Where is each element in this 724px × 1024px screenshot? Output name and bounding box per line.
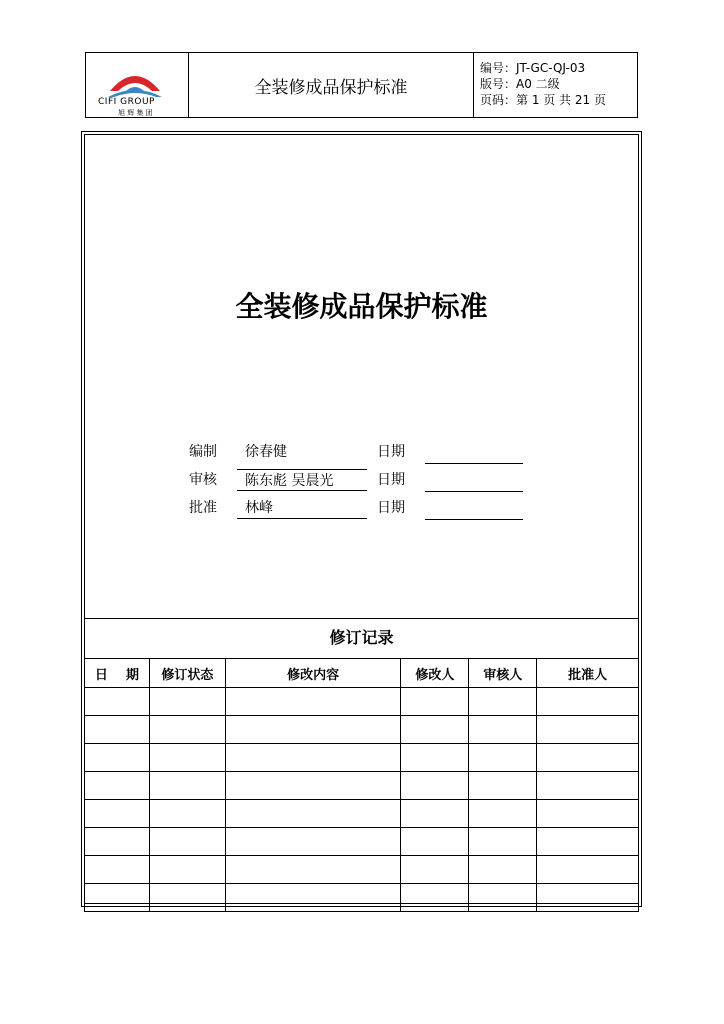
table-cell [149, 828, 225, 856]
table-cell [537, 828, 639, 856]
content-frame [84, 134, 639, 904]
col-reviewer: 审核人 [469, 659, 537, 688]
table-cell [225, 828, 401, 856]
table-cell [537, 856, 639, 884]
col-modifier: 修改人 [401, 659, 469, 688]
table-cell [225, 856, 401, 884]
table-cell [85, 772, 150, 800]
table-row [85, 856, 639, 884]
table-cell [85, 688, 150, 716]
signature-name: 徐春健 [245, 444, 287, 460]
header-info [474, 53, 637, 117]
table-cell [149, 884, 225, 912]
table-cell [401, 828, 469, 856]
signature-name: 林峰 [237, 497, 367, 519]
table-cell [401, 688, 469, 716]
date-field [425, 469, 523, 492]
doc-version: 版号：A0 二级 [480, 77, 560, 91]
signature-label: 批准 [189, 500, 217, 516]
table-cell [401, 884, 469, 912]
table-row [85, 688, 639, 716]
cover-title: 全装修成品保护标准 [235, 290, 488, 323]
table-cell [537, 884, 639, 912]
revision-table [84, 658, 639, 912]
logo-text-en: CIFI GROUP [98, 97, 155, 107]
table-row [85, 772, 639, 800]
table-row [85, 800, 639, 828]
table-cell [225, 884, 401, 912]
table-cell [537, 744, 639, 772]
table-cell [225, 688, 401, 716]
page-header [85, 52, 638, 118]
doc-number: 编号：JT-GC-QJ-03 [480, 61, 586, 75]
table-cell [149, 688, 225, 716]
table-cell [149, 716, 225, 744]
header-title: 全装修成品保护标准 [189, 53, 474, 117]
date-label: 日期 [377, 472, 405, 488]
table-cell [469, 716, 537, 744]
table-cell [469, 688, 537, 716]
table-cell [225, 772, 401, 800]
date-field [425, 441, 523, 464]
table-cell [401, 744, 469, 772]
table-row [85, 716, 639, 744]
cifi-logo-icon [106, 69, 164, 99]
date-label: 日期 [377, 500, 405, 516]
table-cell [401, 800, 469, 828]
date-field [425, 497, 523, 520]
table-cell [537, 716, 639, 744]
col-approver: 批准人 [537, 659, 639, 688]
table-cell [149, 772, 225, 800]
table-cell [85, 828, 150, 856]
table-cell [469, 772, 537, 800]
table-cell [469, 828, 537, 856]
table-cell [85, 884, 150, 912]
table-cell [149, 744, 225, 772]
signature-label: 审核 [189, 472, 217, 488]
table-cell [537, 800, 639, 828]
table-cell [225, 744, 401, 772]
date-label: 日期 [377, 444, 405, 460]
col-content: 修改内容 [225, 659, 401, 688]
table-cell [85, 744, 150, 772]
logo-cell [86, 53, 189, 117]
table-row [85, 744, 639, 772]
table-cell [149, 856, 225, 884]
logo-text-cn: 旭 辉 集 团 [118, 109, 153, 117]
table-cell [401, 772, 469, 800]
table-cell [537, 688, 639, 716]
table-cell [401, 856, 469, 884]
table-cell [149, 800, 225, 828]
page-number: 页码：第 1 页 共 21 页 [480, 93, 606, 107]
revision-title: 修订记录 [85, 618, 638, 659]
table-row [85, 884, 639, 912]
table-cell [469, 884, 537, 912]
table-cell [469, 800, 537, 828]
col-date: 日 期 [85, 659, 150, 688]
table-cell [469, 744, 537, 772]
table-cell [225, 716, 401, 744]
table-cell [537, 772, 639, 800]
table-cell [469, 856, 537, 884]
col-status: 修订状态 [149, 659, 225, 688]
signature-name: 陈东彪 吴晨光 [237, 469, 367, 491]
table-cell [85, 856, 150, 884]
table-cell [401, 716, 469, 744]
table-cell [85, 716, 150, 744]
signature-label: 编制 [189, 444, 217, 460]
table-cell [225, 800, 401, 828]
table-row [85, 828, 639, 856]
revision-header-row [85, 659, 639, 688]
table-cell [85, 800, 150, 828]
